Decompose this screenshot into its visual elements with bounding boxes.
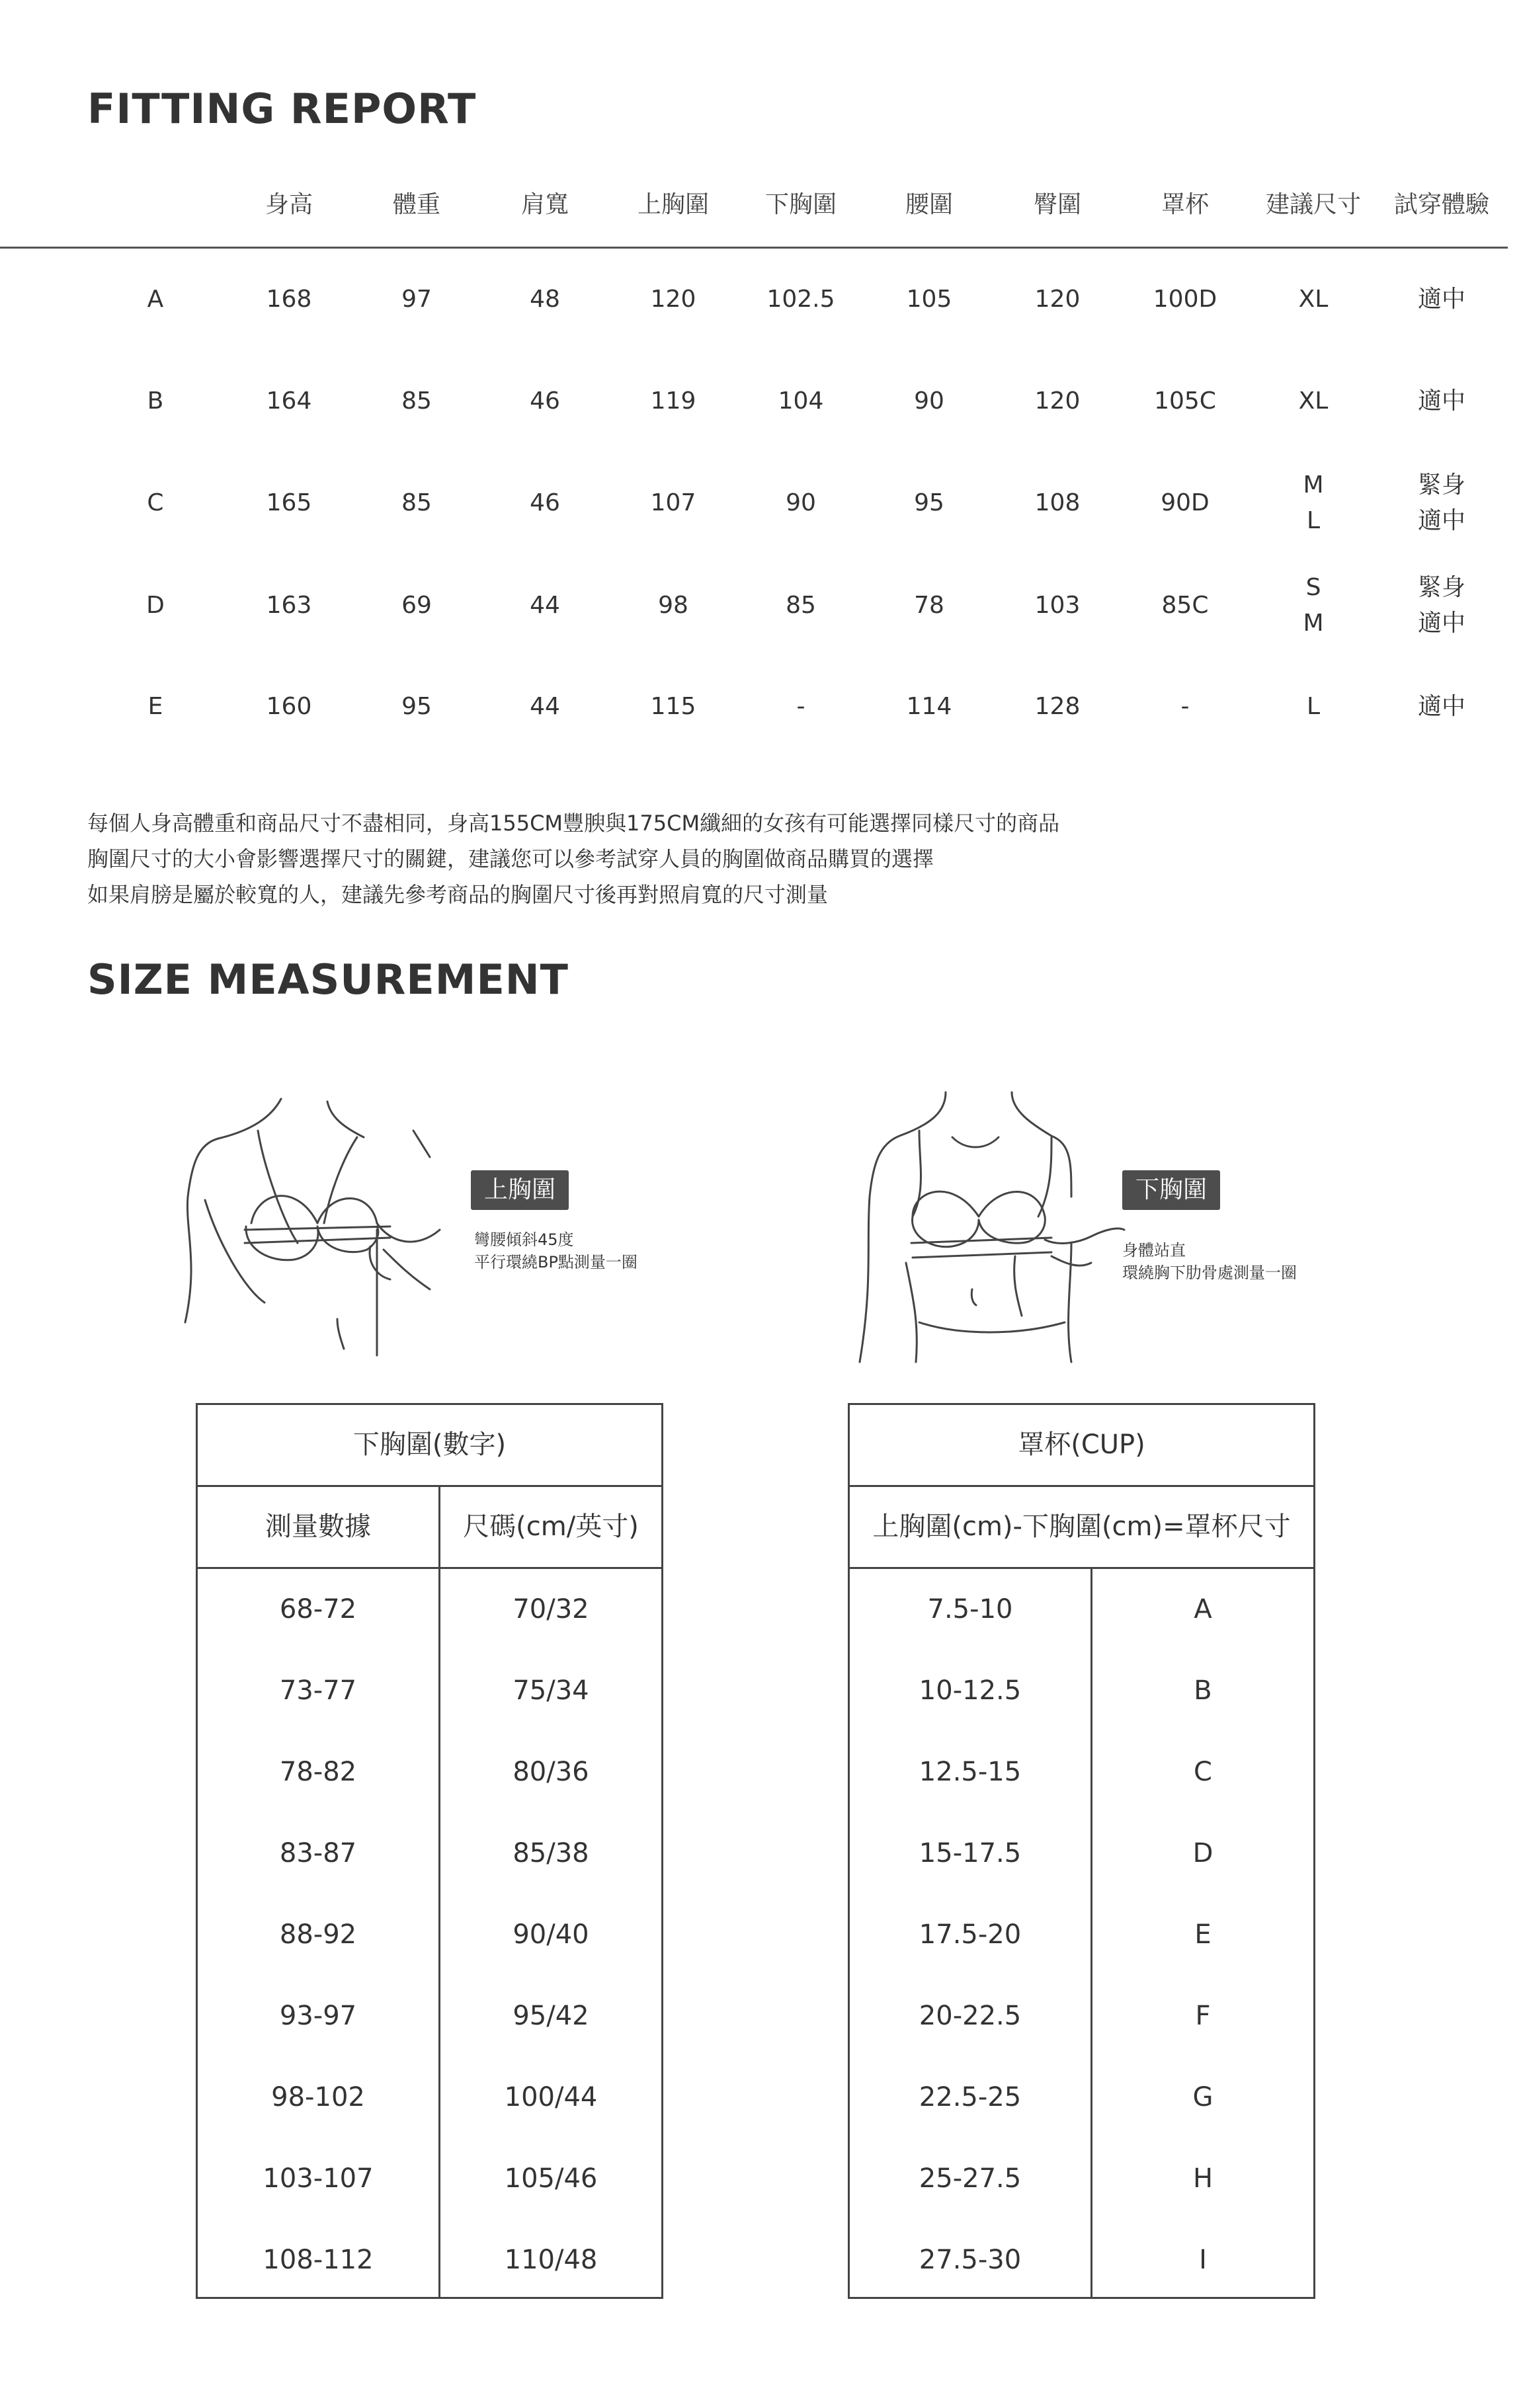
weight-value: 85 <box>401 387 432 415</box>
instruction-line: 彎腰傾斜45度 <box>474 1230 574 1249</box>
height-value: 160 <box>266 693 312 720</box>
size-value: L <box>1306 693 1321 720</box>
upper-bust-value: 115 <box>650 693 696 720</box>
difference-cell: 10-12.5 <box>919 1675 1022 1706</box>
under-bust-instructions <box>1122 1239 1297 1284</box>
measurement-cell: 83-87 <box>279 1838 357 1868</box>
col-header-cup: 罩杯 <box>1161 191 1209 218</box>
size-cell: 90/40 <box>513 1919 589 1950</box>
instruction-line: 環繞胸下肋骨處測量一圈 <box>1122 1264 1297 1282</box>
height-value: 165 <box>266 489 312 516</box>
row-id: D <box>146 592 165 619</box>
col-header-size: 尺碼(cm/英寸) <box>463 1511 639 1542</box>
underbust-size-table <box>196 1403 663 2299</box>
col-header-weight: 體重 <box>392 191 440 218</box>
col-header-fit-experience: 試穿體驗 <box>1393 191 1489 218</box>
table-formula-row <box>850 1487 1313 1569</box>
col-header-height: 身高 <box>265 191 313 218</box>
difference-cell: 22.5-25 <box>919 2082 1022 2112</box>
hip-value: 120 <box>1034 387 1081 415</box>
upper-bust-illustration <box>179 1091 456 1362</box>
size-option: S <box>1305 574 1321 601</box>
row-id: B <box>147 387 164 415</box>
cup-cell: E <box>1194 1919 1212 1950</box>
cup-value: 100D <box>1153 286 1217 313</box>
experience-option: 適中 <box>1417 610 1465 637</box>
col-header-measurement: 測量數據 <box>265 1511 371 1542</box>
cup-cell: I <box>1199 2245 1207 2275</box>
size-cell: 70/32 <box>513 1594 589 1625</box>
shoulder-value: 48 <box>530 286 560 313</box>
col-header-suggested-size: 建議尺寸 <box>1265 191 1361 218</box>
waist-value: 78 <box>914 592 944 619</box>
size-option: M <box>1303 471 1324 499</box>
upper-bust-value: 119 <box>650 387 696 415</box>
size-cell: 100/44 <box>504 2082 598 2112</box>
hip-value: 103 <box>1034 592 1081 619</box>
table-title-row <box>850 1405 1313 1487</box>
cup-value: 105C <box>1154 387 1216 415</box>
size-cell: 85/38 <box>513 1838 589 1868</box>
experience-option: 緊身 <box>1417 574 1465 601</box>
row-id: A <box>147 286 164 313</box>
cup-cell: D <box>1192 1838 1213 1868</box>
cup-value: - <box>1180 693 1190 720</box>
col-header-under-bust: 下胸圍 <box>764 191 837 218</box>
under-bust-illustration <box>853 1084 1131 1369</box>
height-value: 168 <box>266 286 312 313</box>
note-line: 胸圍尺寸的大小會影響選擇尺寸的關鍵，建議您可以參考試穿人員的胸圍做商品購買的選擇 <box>87 846 934 871</box>
cup-formula: 上胸圍(cm)-下胸圍(cm)=罩杯尺寸 <box>872 1511 1291 1542</box>
size-cell: 95/42 <box>513 2001 589 2031</box>
upper-bust-value: 120 <box>650 286 696 313</box>
experience-option: 適中 <box>1417 507 1465 534</box>
hip-value: 120 <box>1034 286 1081 313</box>
row-id: E <box>147 693 163 720</box>
size-measurement-title: SIZE MEASUREMENT <box>87 955 569 1004</box>
size-value <box>1254 467 1373 539</box>
table-row <box>0 280 1521 319</box>
note-line: 如果肩膀是屬於較寬的人，建議先參考商品的胸圍尺寸後再對照肩寬的尺寸測量 <box>87 882 829 907</box>
fitting-table-header <box>0 185 1521 225</box>
upper-bust-label: 上胸圍 <box>471 1170 569 1210</box>
size-value: XL <box>1298 387 1329 415</box>
cup-value: 90D <box>1161 489 1210 516</box>
height-value: 164 <box>266 387 312 415</box>
size-cell: 110/48 <box>504 2245 598 2275</box>
table-row <box>0 687 1521 727</box>
header-divider <box>0 247 1508 249</box>
upper-bust-value: 107 <box>650 489 696 516</box>
difference-cell: 15-17.5 <box>919 1838 1022 1868</box>
under-bust-value: - <box>796 693 805 720</box>
size-value: XL <box>1298 286 1329 313</box>
table-row <box>0 381 1521 421</box>
table-column-header-row <box>198 1487 661 1569</box>
experience-value <box>1382 570 1501 641</box>
measurement-cell: 78-82 <box>279 1757 357 1787</box>
weight-value: 69 <box>401 592 432 619</box>
size-cell: 105/46 <box>504 2163 598 2194</box>
measurement-cell: 98-102 <box>271 2082 365 2112</box>
weight-value: 95 <box>401 693 432 720</box>
shoulder-value: 46 <box>530 387 560 415</box>
cup-cell: H <box>1192 2163 1213 2194</box>
cup-cell: B <box>1194 1675 1212 1706</box>
experience-value <box>1382 467 1501 539</box>
table-title: 罩杯(CUP) <box>1018 1429 1145 1460</box>
upper-bust-instructions <box>474 1228 637 1273</box>
shoulder-value: 44 <box>530 592 560 619</box>
experience-value: 適中 <box>1417 286 1465 313</box>
difference-cell: 12.5-15 <box>919 1757 1022 1787</box>
measurement-cell: 88-92 <box>279 1919 357 1950</box>
under-bust-value: 90 <box>786 489 816 516</box>
table-row <box>0 471 1521 534</box>
waist-value: 114 <box>906 693 952 720</box>
size-option: M <box>1303 610 1324 637</box>
col-header-shoulder: 肩寬 <box>520 191 569 218</box>
cup-value: 85C <box>1161 592 1209 619</box>
table-title: 下胸圍(數字) <box>352 1429 507 1460</box>
note-line: 每個人身高體重和商品尺寸不盡相同，身高155CM豐腴與175CM纖細的女孩有可能選擇同樣尺寸的商品 <box>87 811 1060 836</box>
hip-value: 128 <box>1034 693 1081 720</box>
experience-value: 適中 <box>1417 387 1465 415</box>
col-header-hip: 臀圍 <box>1033 191 1081 218</box>
upper-bust-value: 98 <box>658 592 688 619</box>
measurement-cell: 68-72 <box>279 1594 357 1625</box>
col-header-upper-bust: 上胸圍 <box>637 191 709 218</box>
cup-size-table <box>848 1403 1315 2299</box>
difference-cell: 27.5-30 <box>919 2245 1022 2275</box>
cup-cell: G <box>1192 2082 1213 2112</box>
size-cell: 80/36 <box>513 1757 589 1787</box>
measurement-cell: 108-112 <box>263 2245 374 2275</box>
difference-cell: 7.5-10 <box>927 1594 1013 1625</box>
experience-option: 緊身 <box>1417 471 1465 499</box>
col-header-waist: 腰圍 <box>905 191 953 218</box>
waist-value: 105 <box>906 286 952 313</box>
fitting-report-title: FITTING REPORT <box>87 85 477 133</box>
size-value <box>1254 570 1373 641</box>
row-id: C <box>147 489 164 516</box>
difference-cell: 25-27.5 <box>919 2163 1022 2194</box>
difference-cell: 20-22.5 <box>919 2001 1022 2031</box>
waist-value: 90 <box>914 387 944 415</box>
waist-value: 95 <box>914 489 944 516</box>
experience-value: 適中 <box>1417 693 1465 720</box>
shoulder-value: 44 <box>530 693 560 720</box>
hip-value: 108 <box>1034 489 1081 516</box>
cup-cell: C <box>1194 1757 1212 1787</box>
cup-cell: F <box>1195 2001 1211 2031</box>
instruction-line: 身體站直 <box>1122 1241 1186 1260</box>
table-row <box>0 574 1521 637</box>
measurement-cell: 103-107 <box>263 2163 374 2194</box>
weight-value: 97 <box>401 286 432 313</box>
under-bust-value: 102.5 <box>766 286 835 313</box>
size-cell: 75/34 <box>513 1675 589 1706</box>
table-title-row <box>198 1405 661 1487</box>
fitting-notes <box>87 805 1059 912</box>
measurement-cell: 93-97 <box>279 2001 357 2031</box>
measurement-cell: 73-77 <box>279 1675 357 1706</box>
height-value: 163 <box>266 592 312 619</box>
shoulder-value: 46 <box>530 489 560 516</box>
instruction-line: 平行環繞BP點測量一圈 <box>474 1253 637 1271</box>
weight-value: 85 <box>401 489 432 516</box>
difference-cell: 17.5-20 <box>919 1919 1022 1950</box>
under-bust-value: 104 <box>778 387 824 415</box>
under-bust-label: 下胸圍 <box>1122 1170 1220 1210</box>
under-bust-value: 85 <box>786 592 816 619</box>
cup-cell: A <box>1194 1594 1212 1625</box>
size-option: L <box>1306 507 1321 534</box>
